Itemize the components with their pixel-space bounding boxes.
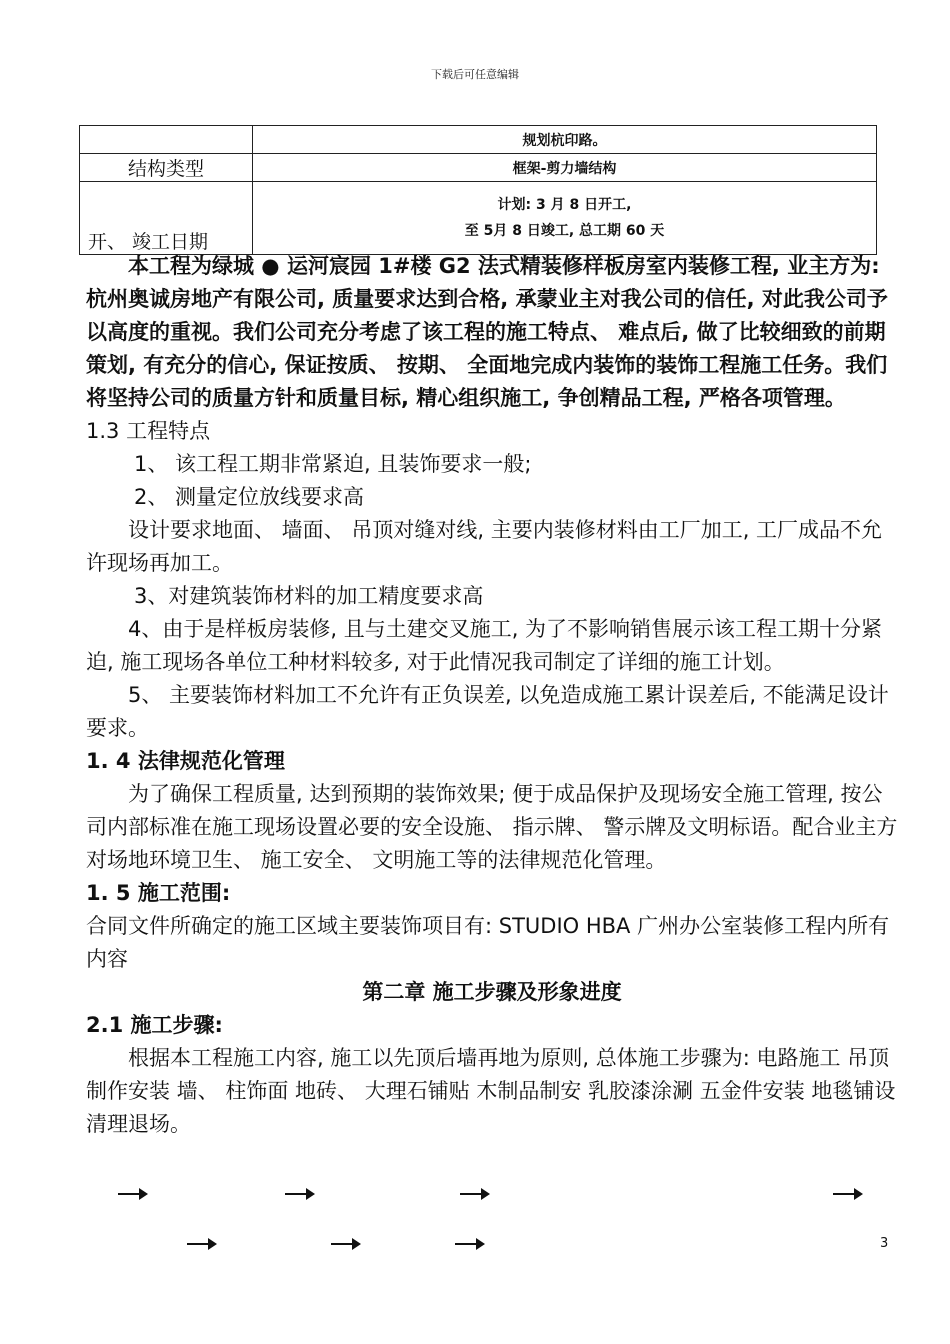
dates-line-1: 计划: 3 月 8 日开工, <box>497 197 632 213</box>
paragraph: 合同文件所确定的施工区域主要装饰项目有: STUDIO HBA 广州办公室装修工程内所有内容 <box>86 914 890 971</box>
page-number: 3 <box>880 1236 889 1251</box>
table-label-dates: 开、 竣工日期 <box>80 182 253 255</box>
arrow-icon <box>460 1193 488 1195</box>
table-value-structure: 框架-剪力墙结构 <box>253 154 877 182</box>
arrow-icon <box>331 1243 359 1245</box>
arrow-icon <box>285 1193 313 1195</box>
paragraph: 2.1 施工步骤: <box>86 1013 223 1037</box>
paragraph: 根据本工程施工内容, 施工以先顶后墙再地为原则, 总体施工步骤为: 电路施工 吊顶制作安装 墙、 柱饰面 地砖、 大理石铺贴 木制品制安 乳胶漆涂涮 五金件安装 地毯铺设 清理退场。 <box>86 1046 896 1136</box>
paragraph: 为了确保工程质量, 达到预期的装饰效果; 便于成品保护及现场安全施工管理, 按公司内部标准在施工现场设置必要的安全设施、 指示牌、 警示牌及文明标语。配合业主方对场地环境卫生、 施工安全、 文明施工等的法律规范化管理。 <box>86 782 898 872</box>
paragraph: 2、 测量定位放线要求高 <box>134 485 365 509</box>
paragraph: 1. 4 法律规范化管理 <box>86 749 285 773</box>
arrow-icon <box>118 1193 146 1195</box>
paragraph: 5、 主要装饰材料加工不允许有正负误差, 以免造成施工累计误差后, 不能满足设计要求。 <box>86 683 889 740</box>
paragraph: 3、对建筑装饰材料的加工精度要求高 <box>134 584 484 608</box>
paragraph: 1、 该工程工期非常紧迫, 且装饰要求一般; <box>134 452 532 476</box>
table-label-structure: 结构类型 <box>80 154 253 182</box>
paragraph: 本工程为绿城 ● 运河宸园 1#楼 G2 法式精装修样板房室内装修工程, 业主方为: 杭州奥诚房地产有限公司, 质量要求达到合格, 承蒙业主对我公司的信任, 对此我公司予以高度的重视。我们公司充分考虑了该工程的施工特点、 难点后, 做了比较细致的前期策划, 有充分的信心, 保证按质、 按期、 全面地完成内装饰的装饰工程施工任务。我们将坚持公司的质量方针和质量目标, 精心组织施工, 争创精品工程, 严格各项管理。 <box>86 254 888 410</box>
paragraph: 4、由于是样板房装修, 且与土建交叉施工, 为了不影响销售展示该工程工期十分紧迫, 施工现场各单位工种材料较多, 对于此情况我司制定了详细的施工计划。 <box>86 617 883 674</box>
arrow-icon <box>455 1243 483 1245</box>
paragraph: 设计要求地面、 墙面、 吊顶对缝对线, 主要内装修材料由工厂加工, 工厂成品不允许现场再加工。 <box>86 518 883 575</box>
dates-line-2: 至 5月 8 日竣工, 总工期 60 天 <box>464 223 665 239</box>
project-info-table <box>79 125 877 255</box>
table-value-dates <box>253 182 877 255</box>
table-value-location: 规划杭印路。 <box>253 126 877 154</box>
paragraph: 1.3 工程特点 <box>86 419 211 443</box>
paragraph: 第二章 施工步骤及形象进度 <box>362 980 622 1004</box>
header-note: 下载后可任意编辑 <box>431 68 519 81</box>
document-body <box>86 250 898 1141</box>
arrow-icon <box>833 1193 861 1195</box>
arrow-icon <box>187 1243 215 1245</box>
paragraph: 1. 5 施工范围: <box>86 881 231 905</box>
table-label-empty <box>80 126 253 154</box>
